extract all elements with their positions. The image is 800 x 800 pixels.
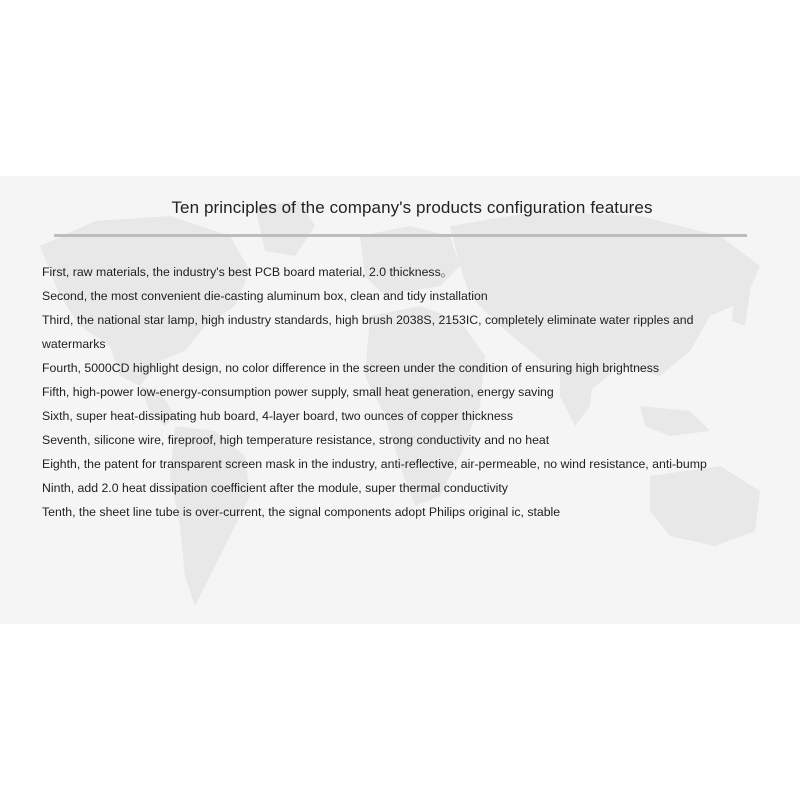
page-title: Ten principles of the company's products configuration features — [171, 198, 653, 217]
list-item: Sixth, super heat-dissipating hub board, 4-layer board, two ounces of copper thickness — [42, 409, 513, 423]
list-item: Ninth, add 2.0 heat dissipation coefficient after the module, super thermal conductivity — [42, 481, 508, 495]
feature-list — [42, 260, 742, 524]
title-divider — [54, 234, 747, 237]
list-item: Third, the national star lamp, high industry standards, high brush 2038S, 2153IC, completely eliminate water ripples and watermarks — [42, 313, 694, 351]
list-item: Fifth, high-power low-energy-consumption power supply, small heat generation, energy saving — [42, 385, 554, 399]
list-item: Second, the most convenient die-casting aluminum box, clean and tidy installation — [42, 289, 488, 303]
features-panel — [0, 176, 800, 624]
list-item: Tenth, the sheet line tube is over-current, the signal components adopt Philips original ic, stable — [42, 505, 561, 519]
list-item: Eighth, the patent for transparent screen mask in the industry, anti-reflective, air-permeable, no wind resistance, anti-bump — [42, 457, 707, 471]
list-item: Seventh, silicone wire, fireproof, high temperature resistance, strong conductivity and no heat — [42, 433, 550, 447]
list-item: Fourth, 5000CD highlight design, no color difference in the screen under the condition of ensuring high brightness — [42, 361, 660, 375]
list-item: First, raw materials, the industry's best PCB board material, 2.0 thickness。 — [42, 265, 454, 279]
